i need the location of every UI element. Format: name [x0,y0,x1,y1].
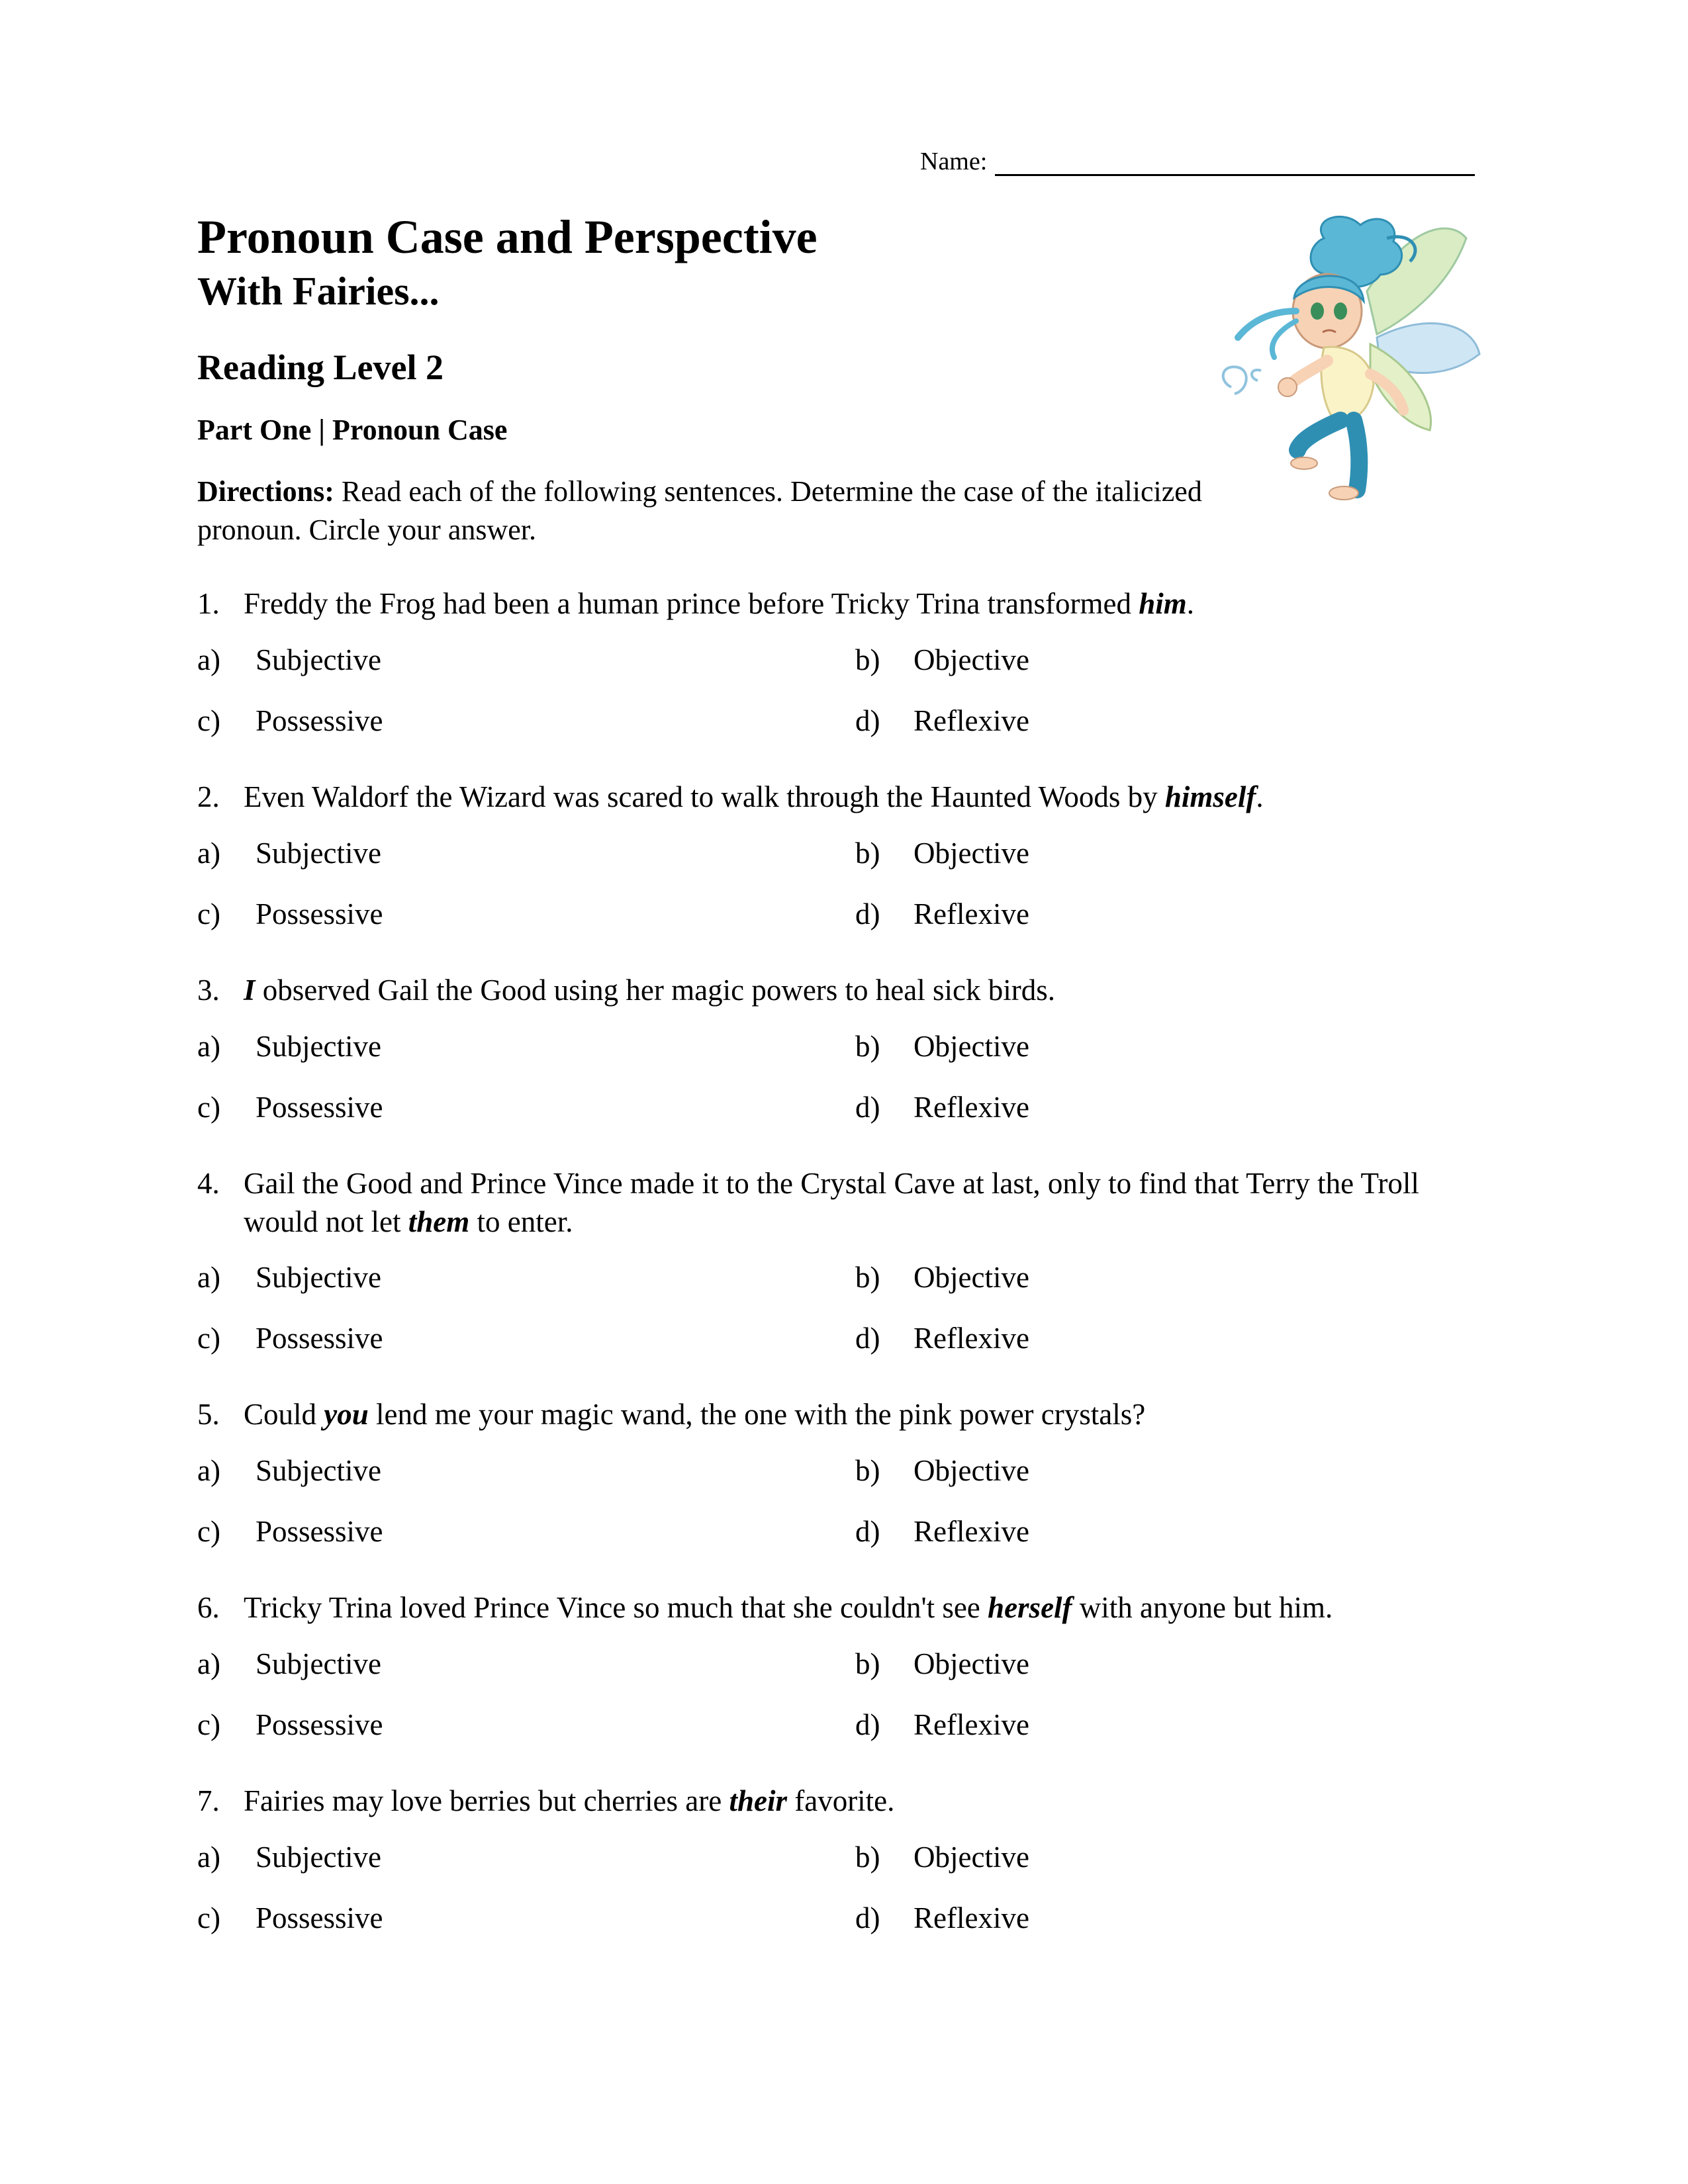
q1-option-d[interactable] [855,706,1029,736]
option-letter: c) [197,1091,220,1124]
question-text [244,584,1495,623]
reading-level: Reading Level 2 [197,347,444,387]
option-label: Objective [914,1647,1029,1680]
option-letter: d) [855,704,880,737]
q3-option-b[interactable] [855,1032,1029,1062]
option-label: Subjective [256,643,381,676]
question-text-after: observed Gail the Good using her magic powers to heal sick birds. [255,974,1055,1007]
option-letter: a) [197,1647,220,1680]
question-1 [197,584,1495,623]
option-letter: d) [855,897,880,931]
question-number: 7. [197,1784,220,1817]
question-text-before: Could [244,1398,324,1431]
q6-option-c[interactable] [197,1710,383,1740]
question-number: 3. [197,974,220,1007]
option-label: Objective [914,1454,1029,1487]
option-label: Subjective [256,1261,381,1294]
option-label: Possessive [256,1515,383,1548]
option-letter: a) [197,1030,220,1063]
italic-pronoun: herself [988,1591,1072,1624]
italic-pronoun: I [244,974,256,1007]
question-number: 1. [197,587,220,620]
option-letter: b) [855,1647,880,1680]
option-letter: d) [855,1708,880,1741]
question-4 [197,1164,1495,1241]
question-7 [197,1782,1495,1820]
question-text [244,1782,1495,1820]
option-letter: c) [197,1901,220,1934]
q4-option-d[interactable] [855,1324,1029,1353]
option-letter: d) [855,1322,880,1355]
option-label: Objective [914,837,1029,870]
q5-option-a[interactable] [197,1456,381,1486]
italic-pronoun: their [729,1784,787,1817]
question-number: 6. [197,1591,220,1624]
option-label: Reflexive [914,1901,1029,1934]
question-text-after: . [1186,587,1195,620]
option-label: Possessive [256,1091,383,1124]
q5-option-b[interactable] [855,1456,1029,1486]
q4-option-c[interactable] [197,1324,383,1353]
option-label: Subjective [256,1841,381,1874]
q6-option-b[interactable] [855,1649,1029,1679]
option-label: Subjective [256,837,381,870]
option-letter: b) [855,837,880,870]
option-label: Subjective [256,1647,381,1680]
q5-option-c[interactable] [197,1517,383,1547]
page-subtitle: With Fairies... [197,269,440,313]
question-text-after: . [1256,780,1264,813]
italic-pronoun: himself [1164,780,1256,813]
question-text-before: Freddy the Frog had been a human prince before Tricky Trina transformed [244,587,1139,620]
option-label: Possessive [256,897,383,931]
question-text-before: Tricky Trina loved Prince Vince so much that she couldn't see [244,1591,988,1624]
q2-option-d[interactable] [855,899,1029,929]
q1-option-b[interactable] [855,645,1029,675]
option-label: Objective [914,1841,1029,1874]
question-text-after: to enter. [469,1205,573,1238]
q6-option-a[interactable] [197,1649,381,1679]
name-line[interactable] [995,152,1475,176]
question-text [244,971,1495,1009]
option-label: Reflexive [914,1708,1029,1741]
option-label: Reflexive [914,897,1029,931]
option-label: Possessive [256,704,383,737]
directions-label: Directions: [197,475,334,508]
question-text-after: lend me your magic wand, the one with the pink power crystals? [368,1398,1146,1431]
option-letter: c) [197,1322,220,1355]
question-text-before: Gail the Good and Prince Vince made it to the Crystal Cave at last, only to find that Terry the Troll would not let [244,1167,1419,1238]
question-6 [197,1588,1495,1627]
option-label: Objective [914,1030,1029,1063]
option-label: Reflexive [914,1322,1029,1355]
question-2 [197,778,1495,816]
option-label: Possessive [256,1901,383,1934]
option-letter: a) [197,643,220,676]
directions-text: Read each of the following sentences. Determine the case of the italicized pronoun. Circle your answer. [197,475,1202,546]
directions [197,473,1203,549]
q7-option-c[interactable] [197,1903,383,1933]
q6-option-d[interactable] [855,1710,1029,1740]
option-letter: d) [855,1091,880,1124]
option-letter: c) [197,1515,220,1548]
page-title: Pronoun Case and Perspective [197,210,818,263]
question-5 [197,1395,1495,1433]
option-letter: d) [855,1515,880,1548]
q4-option-b[interactable] [855,1263,1029,1293]
question-text-before: Even Waldorf the Wizard was scared to walk through the Haunted Woods by [244,780,1165,813]
q1-option-c[interactable] [197,706,383,736]
italic-pronoun: them [408,1205,470,1238]
q2-option-b[interactable] [855,839,1029,868]
option-letter: c) [197,1708,220,1741]
q3-option-a[interactable] [197,1032,381,1062]
question-text-after: with anyone but him. [1072,1591,1333,1624]
q5-option-d[interactable] [855,1517,1029,1547]
option-label: Subjective [256,1454,381,1487]
option-letter: c) [197,704,220,737]
q4-option-a[interactable] [197,1263,381,1293]
option-label: Possessive [256,1708,383,1741]
option-letter: b) [855,1841,880,1874]
question-text [244,1164,1495,1241]
name-field [920,147,1475,176]
q3-option-c[interactable] [197,1093,383,1122]
option-label: Possessive [256,1322,383,1355]
question-3 [197,971,1495,1009]
italic-pronoun: you [324,1398,369,1431]
option-label: Subjective [256,1030,381,1063]
option-label: Reflexive [914,704,1029,737]
q1-option-a[interactable] [197,645,381,675]
option-letter: a) [197,837,220,870]
q7-option-d[interactable] [855,1903,1029,1933]
fairy-illustration [1211,212,1489,503]
name-label: Name: [920,148,988,175]
q2-option-c[interactable] [197,899,383,929]
question-text [244,778,1495,816]
q7-option-b[interactable] [855,1843,1029,1872]
question-text-after: favorite. [786,1784,895,1817]
option-letter: b) [855,1261,880,1294]
question-number: 5. [197,1398,220,1431]
option-label: Reflexive [914,1515,1029,1548]
option-label: Objective [914,1261,1029,1294]
option-letter: b) [855,643,880,676]
italic-pronoun: him [1139,587,1187,620]
question-text [244,1588,1495,1627]
q7-option-a[interactable] [197,1843,381,1872]
option-label: Objective [914,643,1029,676]
question-text [244,1395,1495,1433]
option-label: Reflexive [914,1091,1029,1124]
part-heading: Part One | Pronoun Case [197,414,508,446]
question-number: 2. [197,780,220,813]
option-letter: d) [855,1901,880,1934]
option-letter: c) [197,897,220,931]
option-letter: b) [855,1454,880,1487]
option-letter: a) [197,1454,220,1487]
question-number: 4. [197,1167,220,1200]
option-letter: a) [197,1841,220,1874]
option-letter: b) [855,1030,880,1063]
option-letter: a) [197,1261,220,1294]
q2-option-a[interactable] [197,839,381,868]
question-text-before: Fairies may love berries but cherries are [244,1784,729,1817]
q3-option-d[interactable] [855,1093,1029,1122]
